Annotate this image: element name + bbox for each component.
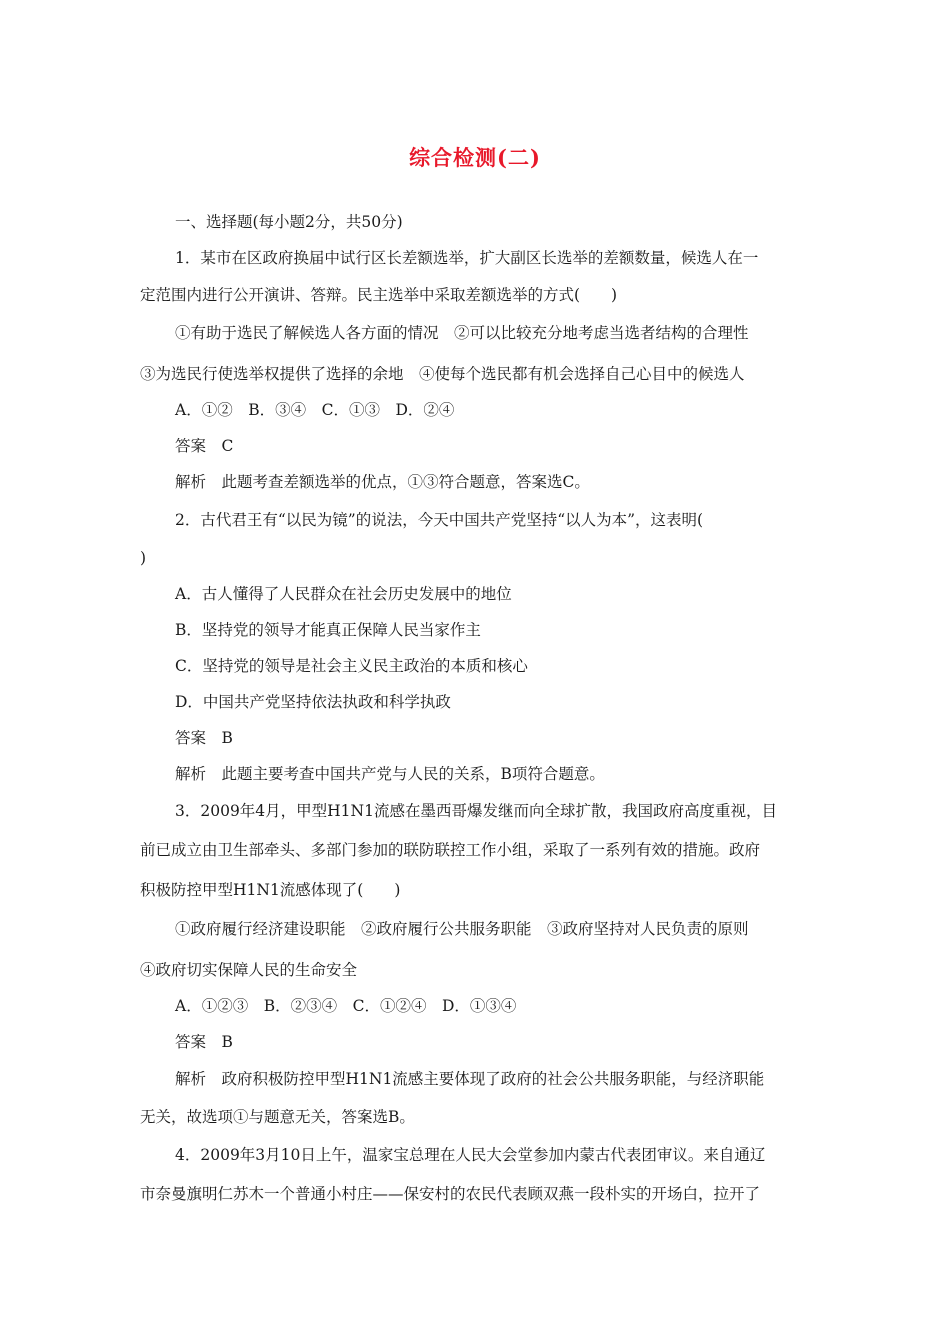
q2-stem-line-2: ) [140, 549, 147, 567]
q3-stem-line-3: 积极防控甲型H1N1流感体现了( ) [140, 881, 401, 899]
q4-stem-line-2: 市奈曼旗明仁苏木一个普通小村庄——保安村的农民代表顾双燕一段朴实的开场白，拉开了 [140, 1185, 761, 1203]
q3-answer: 答案 B [175, 1033, 233, 1051]
q1-stem-line-2: 定范围内进行公开演讲、答辩。民主选举中采取差额选举的方式( ) [140, 286, 618, 304]
q3-analysis-line-2: 无关，故选项①与题意无关，答案选B。 [140, 1108, 415, 1126]
q2-option-b: B．坚持党的领导才能真正保障人民当家作主 [175, 621, 481, 639]
section-heading: 一、选择题(每小题2分，共50分) [175, 213, 403, 231]
q3-stem-line-2: 前已成立由卫生部牵头、多部门参加的联防联控工作小组，采取了一系列有效的措施。政府 [140, 841, 761, 859]
q1-stem-line-1: 1．某市在区政府换届中试行区长差额选举，扩大副区长选举的差额数量，候选人在一 [175, 249, 759, 267]
q3-options: A．①②③ B．②③④ C．①②④ D．①③④ [175, 997, 517, 1015]
q1-items-line-1: ①有助于选民了解候选人各方面的情况 ②可以比较充分地考虑当选者结构的合理性 [175, 324, 749, 342]
page-title: 综合检测(二) [409, 145, 541, 170]
q4-stem-line-1: 4．2009年3月10日上午，温家宝总理在人民大会堂参加内蒙古代表团审议。来自通辽 [175, 1146, 766, 1164]
q2-option-c: C．坚持党的领导是社会主义民主政治的本质和核心 [175, 657, 528, 675]
q3-items-line-1: ①政府履行经济建设职能 ②政府履行公共服务职能 ③政府坚持对人民负责的原则 [175, 920, 749, 938]
q3-stem-line-1: 3．2009年4月，甲型H1N1流感在墨西哥爆发继而向全球扩散，我国政府高度重视，目 [175, 802, 777, 820]
q3-analysis-line-1: 解析 政府积极防控甲型H1N1流感主要体现了政府的社会公共服务职能，与经济职能 [175, 1070, 765, 1088]
q2-option-d: D．中国共产党坚持依法执政和科学执政 [175, 693, 451, 711]
q1-answer: 答案 C [175, 437, 234, 455]
q2-analysis: 解析 此题主要考查中国共产党与人民的关系，B项符合题意。 [175, 765, 605, 783]
q1-options: A．①② B．③④ C．①③ D．②④ [175, 401, 455, 419]
q1-analysis: 解析 此题考查差额选举的优点，①③符合题意，答案选C。 [175, 473, 590, 491]
q2-answer: 答案 B [175, 729, 233, 747]
q2-option-a: A．古人懂得了人民群众在社会历史发展中的地位 [175, 585, 512, 603]
q3-items-line-2: ④政府切实保障人民的生命安全 [140, 961, 358, 979]
q1-items-line-2: ③为选民行使选举权提供了选择的余地 ④使每个选民都有机会选择自己心目中的候选人 [140, 365, 745, 383]
q2-stem-line-1: 2．古代君王有“以民为镜”的说法，今天中国共产党坚持“以人为本”，这表明( [175, 511, 704, 529]
